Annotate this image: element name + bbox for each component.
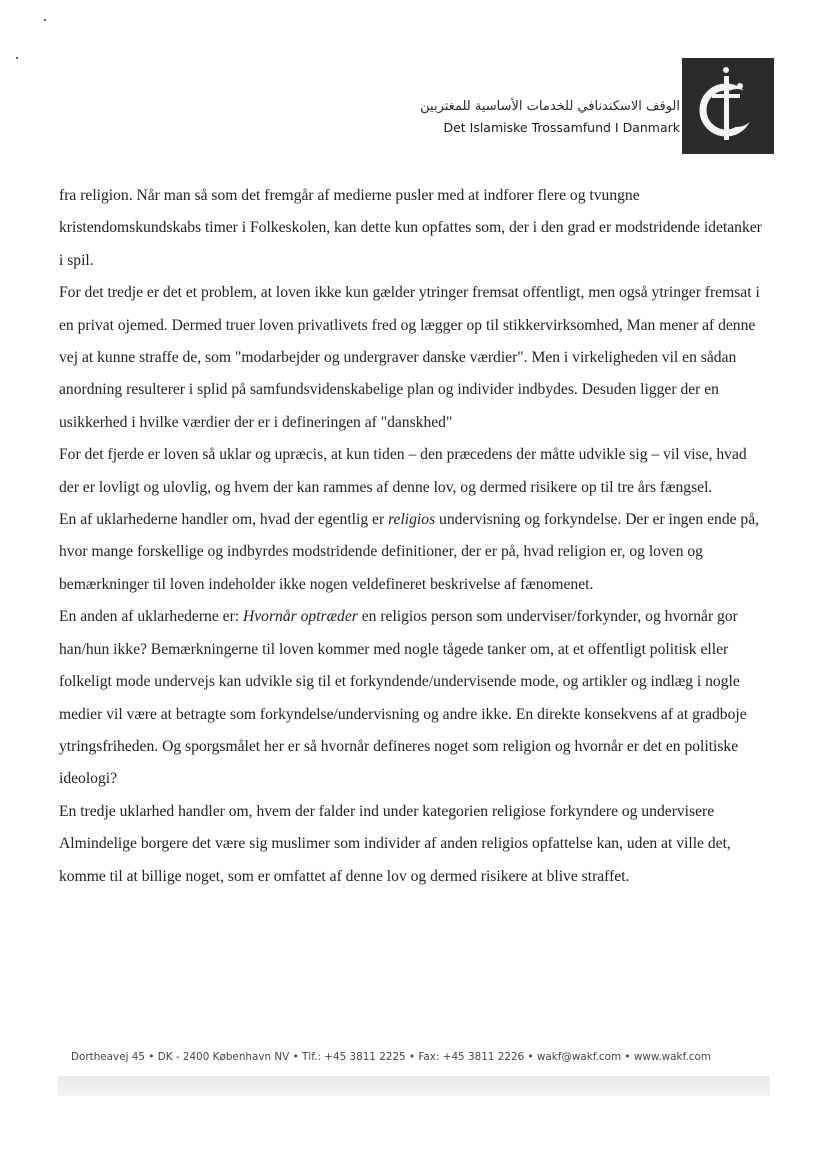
paragraph-text: En anden af uklarhederne er: <box>59 608 243 626</box>
paragraph <box>59 504 769 601</box>
paragraph: For det fjerde er loven så uklar og upræcis, at kun tiden – den præcedens der måtte udvikle sig – vil vise, hvad der er lovligt og ulovlig, og hvem der kan rammes af denne lov, og dermed risikere op til tre års fængsel. <box>59 446 747 496</box>
emphasis: optræder <box>300 608 358 626</box>
paragraph <box>59 601 769 795</box>
emphasis: religios <box>388 511 436 529</box>
emphasis: Hvornår <box>243 608 297 626</box>
paragraph: En tredje uklarhed handler om, hvem der falder ind under kategorien religiose forkyndere og undervisere Almindelige borgere det være sig muslimer som individer af anden religios opfattelse kan, uden at ville det, komme til at billige noget, som er omfattet af denne lov og dermed risikere at blive straffet. <box>59 802 731 885</box>
org-name: Det Islamiske Trossamfund I Danmark <box>443 120 680 135</box>
paragraph: fra religion. Når man så som det fremgår af medierne pusler med at indforer flere og tvungne kristendomskundskabs timer i Folkeskolen, kan dette kun opfattes som, der i den grad er modstridende idetanker i spil. <box>59 187 762 269</box>
letterhead-text <box>420 98 680 138</box>
paragraph-text: en religios person som underviser/forkynder, og hvornår gor han/hun ikke? Bemærkningerne til loven kommer med nogle tågede tanker om, at et offentligt politisk eller folkeligt mode undervejs kan udvikle sig til et forkyndende/undervisende mode, og artikler og indlæg i nogle medier vil være at betragte som forkyndelse/undervisning og andre ikke. En direkte konsekvens af at gradboje ytringsfriheden. Og sporgsmålet her er så hvornår defineres noget som religion og hvornår er det en politiske ideologi? <box>59 608 747 788</box>
crescent-logo-icon <box>682 58 774 154</box>
paragraph-text: undervisning og forkyndelse. Der er ingen ende på, hvor mange forskellige og indbyrdes modstridende definitioner, der er på, hvad religion er, og loven og bemærkninger til loven indeholder ikke nogen veldefineret beskrivelse af fænomenet. <box>59 511 760 593</box>
scan-speck <box>44 19 46 21</box>
letterhead <box>0 58 828 158</box>
letter-body <box>59 180 769 893</box>
footer-contact: Dortheavej 45 • DK - 2400 København NV • Tlf.: +45 3811 2225 • Fax: +45 3811 2226 • wakf@wakf.com • www.wakf.com <box>71 1051 711 1063</box>
paragraph: For det tredje er det et problem, at loven ikke kun gælder ytringer fremsat offentligt, men også ytringer fremsat i en privat ojemed. Dermed truer loven privatlivets fred og lægger op til stikkervirksomhed, Man mener af denne vej at kunne straffe de, som "modarbejder og undergraver danske værdier". Men i virkeligheden vil en sådan anordning resulterer i splid på samfundsvidenskabelige plan og individer indbydes. Desuden ligger der en usikkerhed i hvilke værdier der er i defineringen af "danskhed" <box>59 284 760 431</box>
org-name-arabic: الوقف الاسكندنافي للخدمات الأساسية للمغتربين <box>420 99 680 114</box>
footer-band <box>58 1076 770 1096</box>
paragraph-text: En af uklarhederne handler om, hvad der egentlig er <box>59 511 389 529</box>
